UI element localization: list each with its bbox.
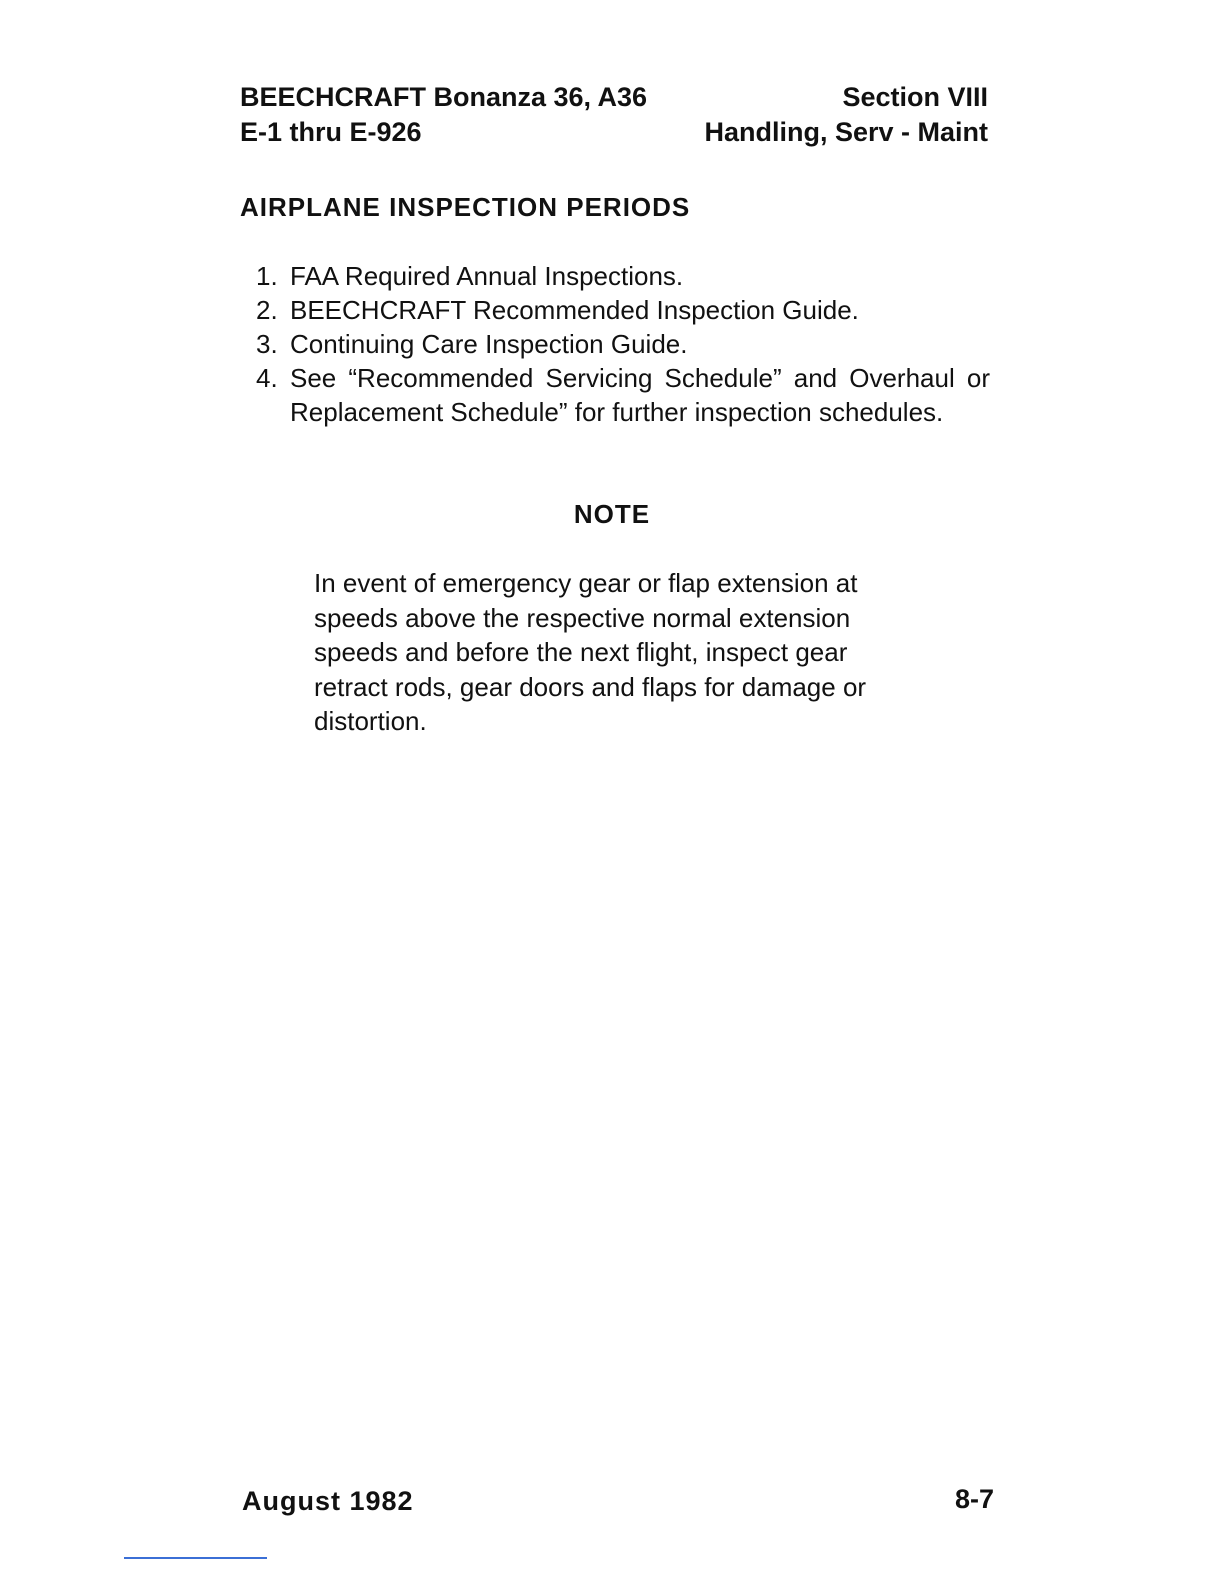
section-heading: AIRPLANE INSPECTION PERIODS: [240, 192, 691, 222]
list-item-text: BEECHCRAFT Recommended Inspection Guide.: [290, 295, 859, 325]
header-left: [240, 80, 647, 150]
list-item: [256, 361, 990, 429]
bottom-rule: [124, 1557, 267, 1559]
inspection-list: [256, 259, 990, 429]
section-title: Handling, Serv - Maint: [704, 117, 988, 147]
list-item-number: 1.: [256, 261, 278, 291]
list-item-number: 2.: [256, 295, 278, 325]
section-number: Section VIII: [842, 82, 988, 112]
manual-title: BEECHCRAFT Bonanza 36, A36: [240, 82, 648, 112]
serial-range: E-1 thru E-926: [240, 117, 422, 147]
list-item-text: FAA Required Annual Inspections.: [290, 261, 684, 291]
page-number: 8-7: [954, 1484, 994, 1514]
list-item-number: 4.: [256, 363, 278, 393]
list-item-number: 3.: [256, 329, 278, 359]
note-title: NOTE: [573, 499, 651, 529]
note-body: In event of emergency gear or flap extension at speeds above the respective normal extension speeds and before the next flight, inspect gear retract rods, gear doors and flaps for damage or distortion.: [314, 568, 867, 736]
list-item: [256, 259, 990, 293]
footer-date: August 1982: [242, 1486, 414, 1516]
list-item: [256, 327, 990, 361]
header-right: [704, 80, 988, 150]
list-item-text: See “Recommended Servicing Schedule” and Overhaul or Replacement Schedule” for further inspection schedules.: [290, 363, 990, 427]
list-item: [256, 293, 990, 327]
list-item-text: Continuing Care Inspection Guide.: [290, 329, 688, 359]
